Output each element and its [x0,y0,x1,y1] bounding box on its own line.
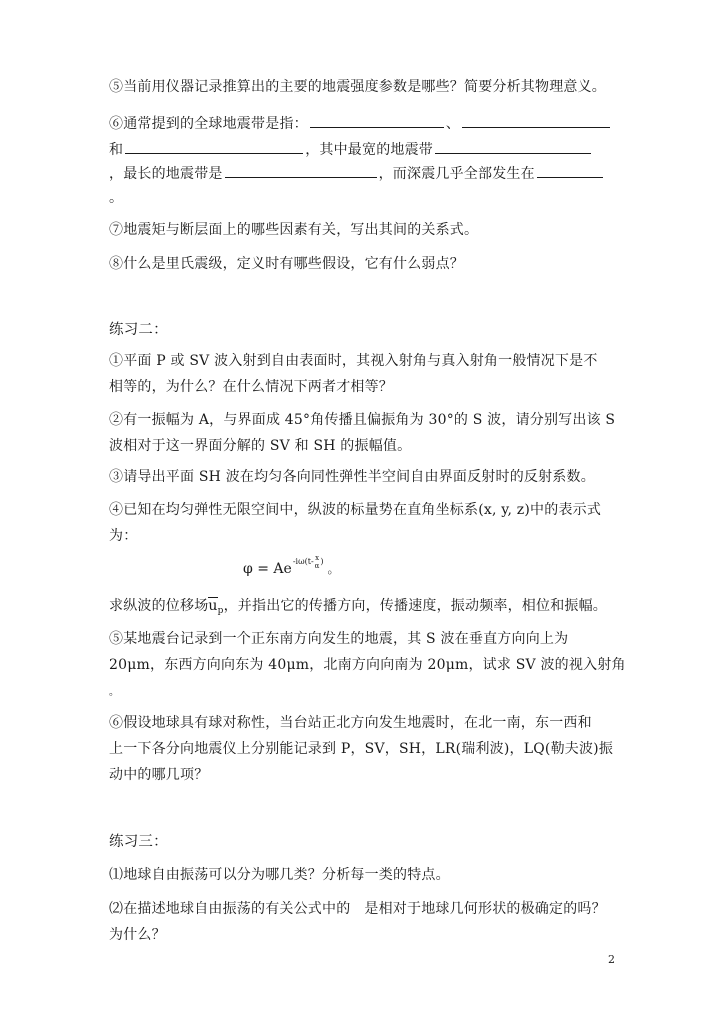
ex2-q2-line-2: 波相对于这一界面分解的 SV 和 SH 的振幅值。 [109,438,412,454]
question-5: ⑤当前用仪器记录推算出的主要的地震强度参数是哪些？简要分析其物理意义。 [109,79,606,95]
ex3-q2-line-2: 为什么？ [109,927,166,943]
formula-end: 。 [327,562,340,576]
question-6-line-1 [109,113,612,135]
formula-lhs: φ = Ae [243,561,292,577]
exp-close: ) [320,557,324,566]
ex3-q1: ⑴地球自由振荡可以分为哪几类？分析每一类的特点。 [109,867,450,883]
exp-fraction [315,554,320,570]
q2-text-1: ⑵在描述地球自由振荡的有关公式中的 [109,901,351,917]
q6-sep: 、 [445,116,461,132]
ex2-q4-line-2: 为： [109,528,138,544]
question-6-line-4: 。 [109,190,124,206]
q6-text-3: ，其中最宽的地震带 [305,142,434,158]
ex2-q6-line-2: 上一下各分向地震仪上分别能记录到 P，SV，SH，LR(瑞利波)，LQ(勒夫波)振 [109,741,614,757]
question-6-line-3 [109,163,605,185]
q6-text-2: 和 [109,142,124,158]
vector-symbol: u [208,598,218,614]
fill-blank-2[interactable] [462,113,610,128]
exp-text: -iω(t- [292,557,314,566]
question-7: ⑦地震矩与断层面上的哪些因素有关，写出其间的关系式。 [109,222,479,238]
fill-blank-6[interactable] [537,163,603,178]
ex2-q5-line-3: 。 [109,687,120,698]
displacement-vector [208,595,217,617]
ex2-q4-line-3 [109,595,607,619]
vector-bar [208,597,217,598]
vector-subscript: p [217,606,224,616]
frac-numerator: x [315,554,320,562]
ex3-q2-line-1 [109,898,606,920]
ex2-q1-line-2: 相等的，为什么？在什么情况下两者才相等？ [109,379,393,395]
formula-exponent [292,554,324,570]
ex2-q3: ③请导出平面 SH 波在均匀各向同性弹性半空间自由界面反射时的反射系数。 [109,469,595,485]
frac-denominator: α [314,562,320,570]
fill-blank-4[interactable] [435,139,591,154]
fill-blank-3[interactable] [125,139,303,154]
question-8: ⑧什么是里氏震级，定义时有哪些假设，它有什么弱点？ [109,256,464,272]
fill-blank-5[interactable] [225,163,377,178]
ex2-q5-line-2: 20μm，东西方向向东为 40μm，北南方向向南为 20μm，试求 SV 波的视入射角 [109,657,626,673]
q6-text-1: ⑥通常提到的全球地震带是指： [109,116,308,132]
ex2-q6-line-3: 动中的哪几项？ [109,767,209,783]
page-number: 2 [608,953,615,966]
q2-text-2: 是相对于地球几何形状的极确定的吗？ [364,901,606,917]
exercise-3-title: 练习三： [109,834,168,850]
exercise-2-title: 练习二： [109,322,168,338]
q6-text-5: ，而深震几乎全部发生在 [378,166,535,182]
ex2-q2-line-1: ②有一振幅为 A，与界面成 45°角传播且偏振角为 30°的 S 波，请分别写出该 S [109,412,616,428]
scalar-potential-formula [243,554,340,579]
q6-text-4: ，最长的地震带是 [109,166,223,182]
q4-text-pre: 求纵波的位移场 [109,598,209,614]
ex2-q5-line-1: ⑤某地震台记录到一个正东南方向发生的地震，其 S 波在垂直方向向上为 [109,631,569,647]
ex2-q6-line-1: ⑥假设地球具有球对称性，当台站正北方向发生地震时，在北一南，东一西和 [109,715,592,731]
ex2-q1-line-1: ①平面 P 或 SV 波入射到自由表面时，其视入射角与真入射角一般情况下是不 [109,353,598,369]
fill-blank-1[interactable] [310,113,444,128]
q4-text-post: ，并指出它的传播方向，传播速度，振动频率，相位和振幅。 [223,598,607,614]
question-6-line-2 [109,139,593,161]
ex2-q4-line-1: ④已知在均匀弹性无限空间中，纵波的标量势在直角坐标系(x, y, z)中的表示式 [109,502,602,518]
